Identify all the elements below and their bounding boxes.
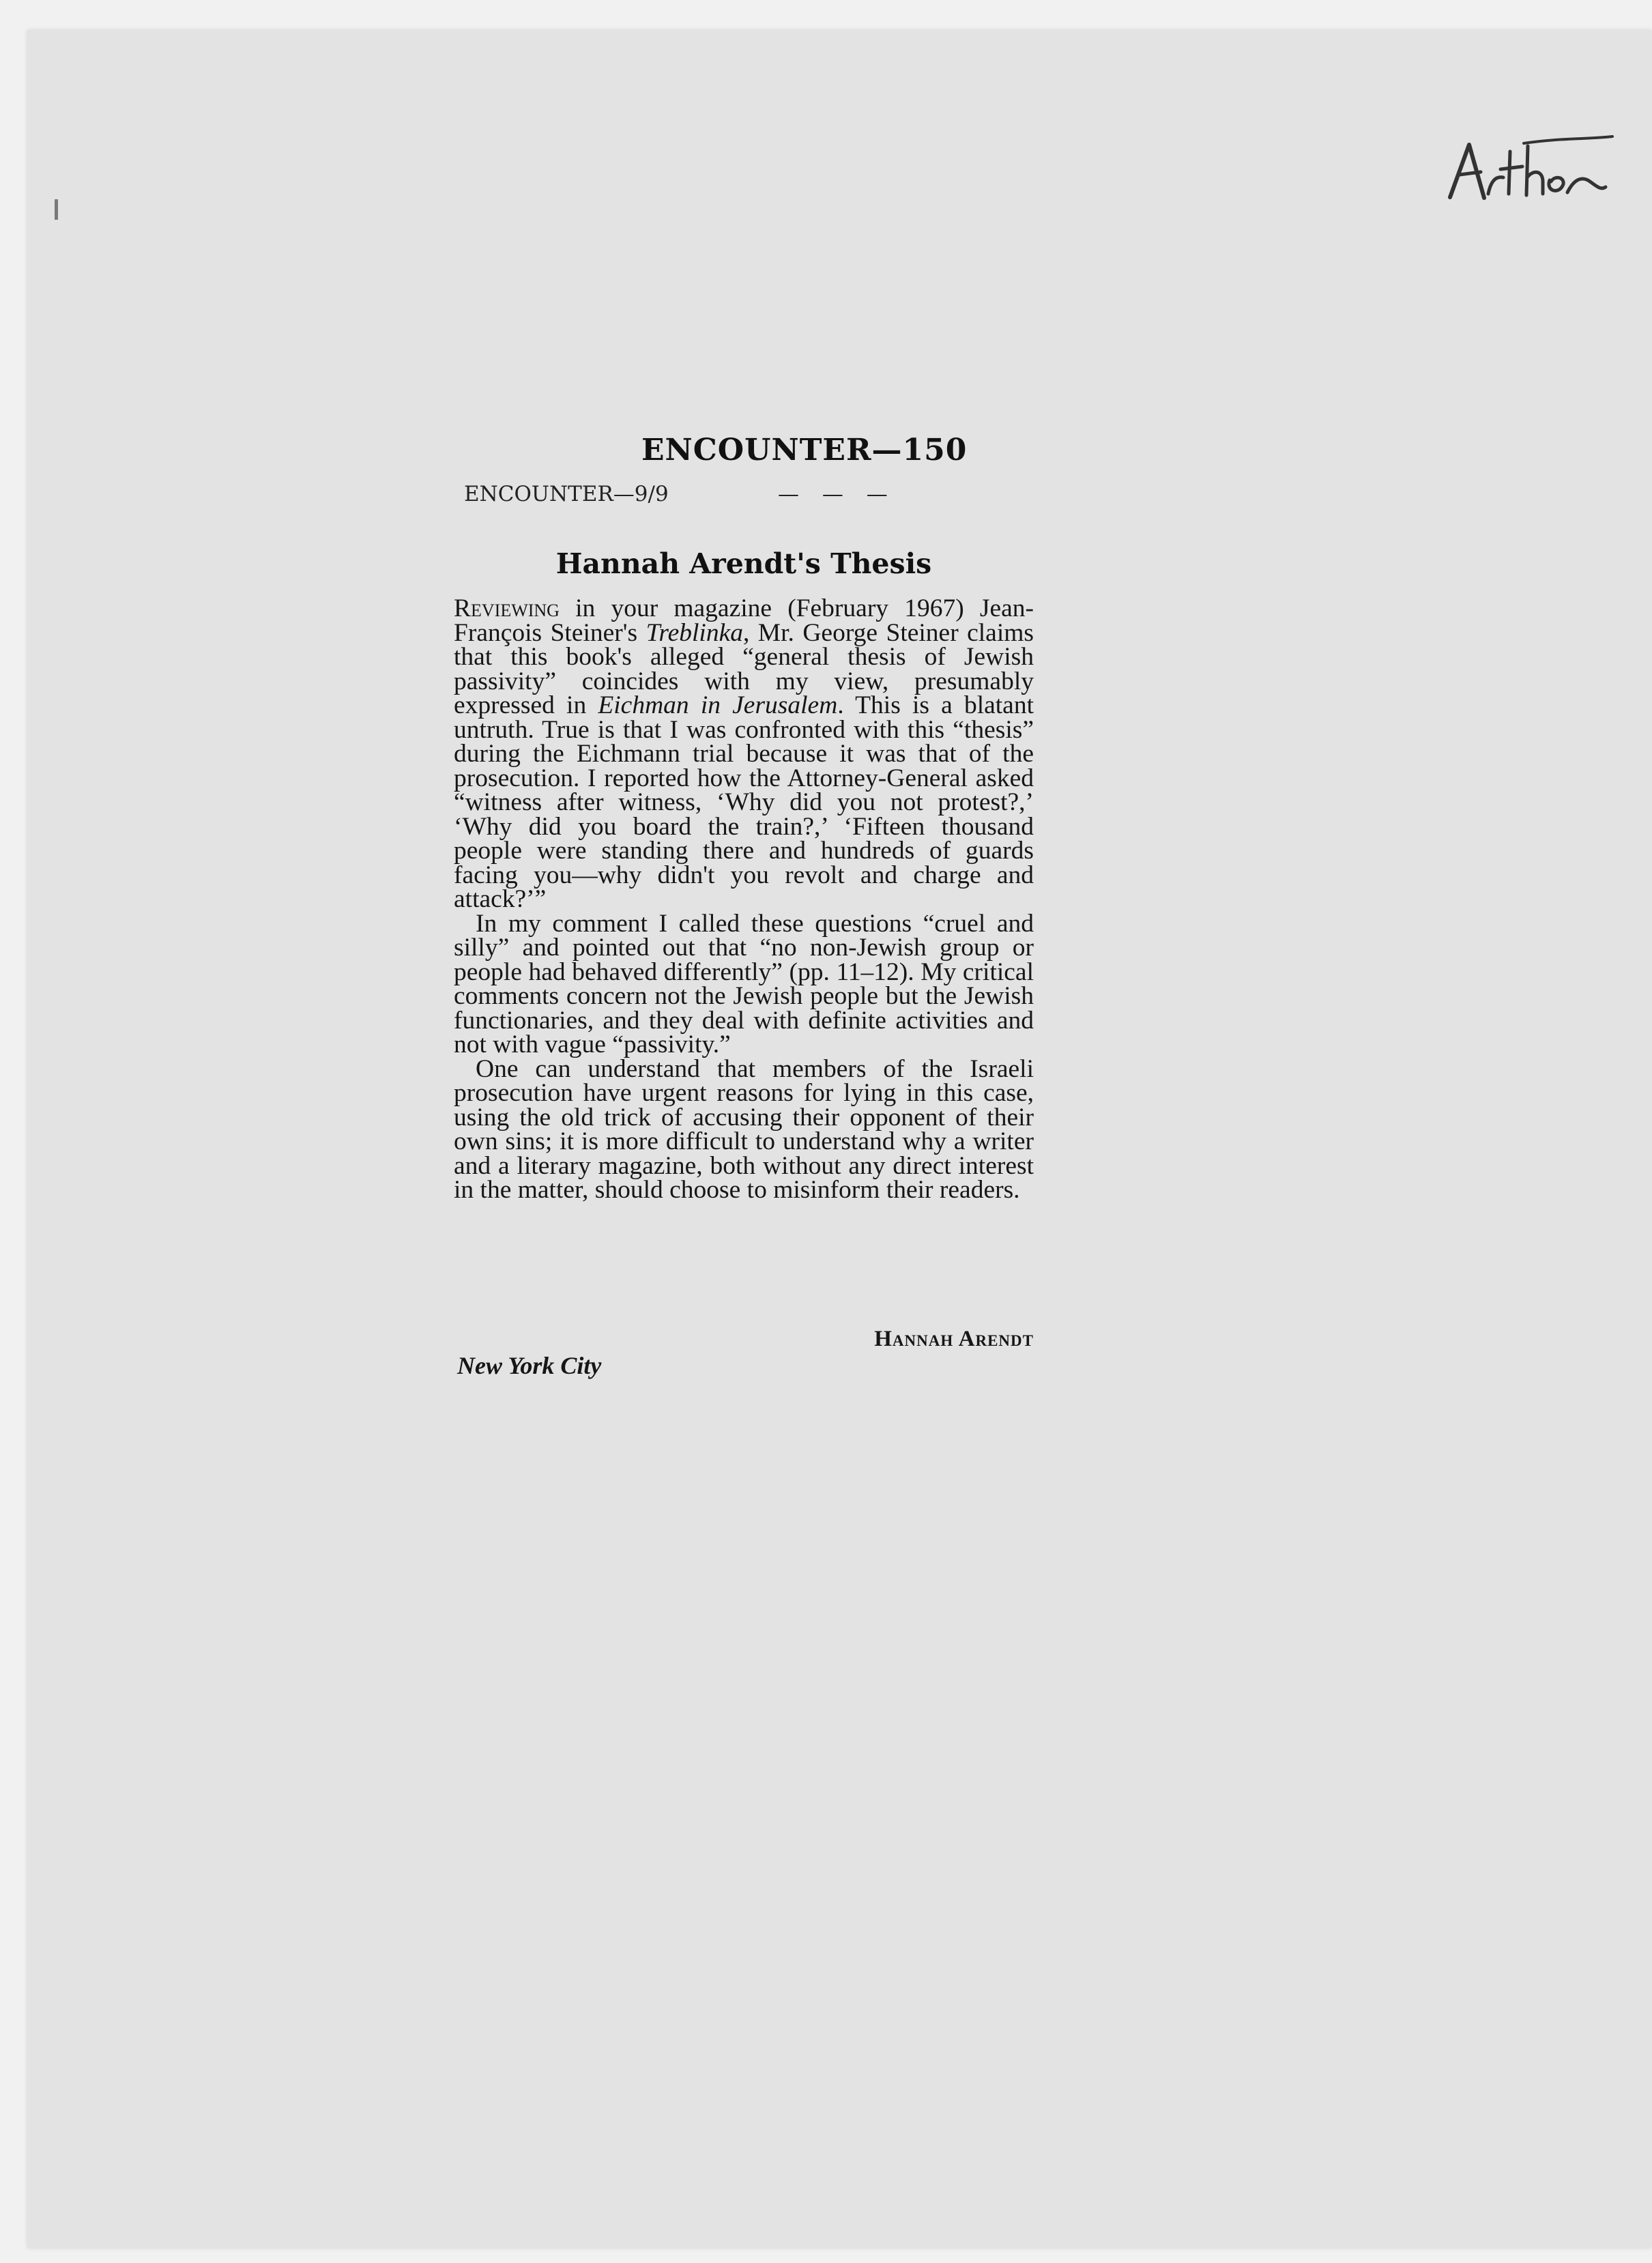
text-segment: , Mr. George Steiner claims that this book's alleged “general thesis of Jewish passivity” coincides with my view, presumably expressed in: [454, 618, 1034, 719]
page-header: ENCOUNTER—150: [641, 433, 968, 467]
newspaper-clipping: [454, 433, 1034, 1409]
text-segment: One can understand that members of the Israeli prosecution have urgent reasons for lying in this case, using the old trick of accusing their opponent of their own sins; it is more difficult to understand why a writer and a literary magazine, both without any direct interest in the matter, should choose to misinform their readers.: [454, 1054, 1034, 1204]
margin-mark: [55, 199, 58, 220]
article-title: Hannah Arendt's Thesis: [555, 547, 932, 580]
scanned-page: [27, 30, 1651, 2248]
text-segment: in your magazine (February 1967) Jean-François Steiner's: [454, 594, 1034, 647]
italic-title: Treblinka: [646, 618, 743, 647]
issue-dashes: — — —: [778, 482, 896, 506]
handwritten-signature-graphic: [1443, 132, 1614, 207]
article-paragraph: [454, 909, 1034, 1058]
text-segment: In my comment I called these questions “cruel and silly” and pointed out that “no non-Jewish group or people had behaved differently” (pp. 11–12). My critical comments concern not the Jewish people but the Jewish functionaries, and they deal with definite activities and not with vague “passivity.”: [454, 909, 1034, 1058]
dateline-place: New York City: [457, 1352, 602, 1379]
author-signature: Hannah Arendt: [874, 1327, 1034, 1351]
article-paragraph: [454, 596, 1034, 912]
italic-title: Eichman in Jerusalem: [598, 691, 838, 719]
text-segment: . This is a blatant untruth. True is that I was confronted with this “thesis” during the Eichmann trial because it was that of the prosecution. I reported how the Attorney-General asked “witness after witness, ‘Why did you not protest?,’ ‘Why did you board the train?,’ ‘Fifteen thousand people were standing there and hundreds of guards facing you—why didn't you revolt and charge and attack?’”: [454, 691, 1034, 913]
article-paragraph: [454, 1054, 1034, 1204]
handwritten-annotation: [1443, 132, 1614, 207]
paragraph-lead-in: Reviewing: [454, 594, 560, 622]
article-body: [454, 596, 1034, 1202]
issue-line: ENCOUNTER—9/9: [464, 482, 669, 506]
